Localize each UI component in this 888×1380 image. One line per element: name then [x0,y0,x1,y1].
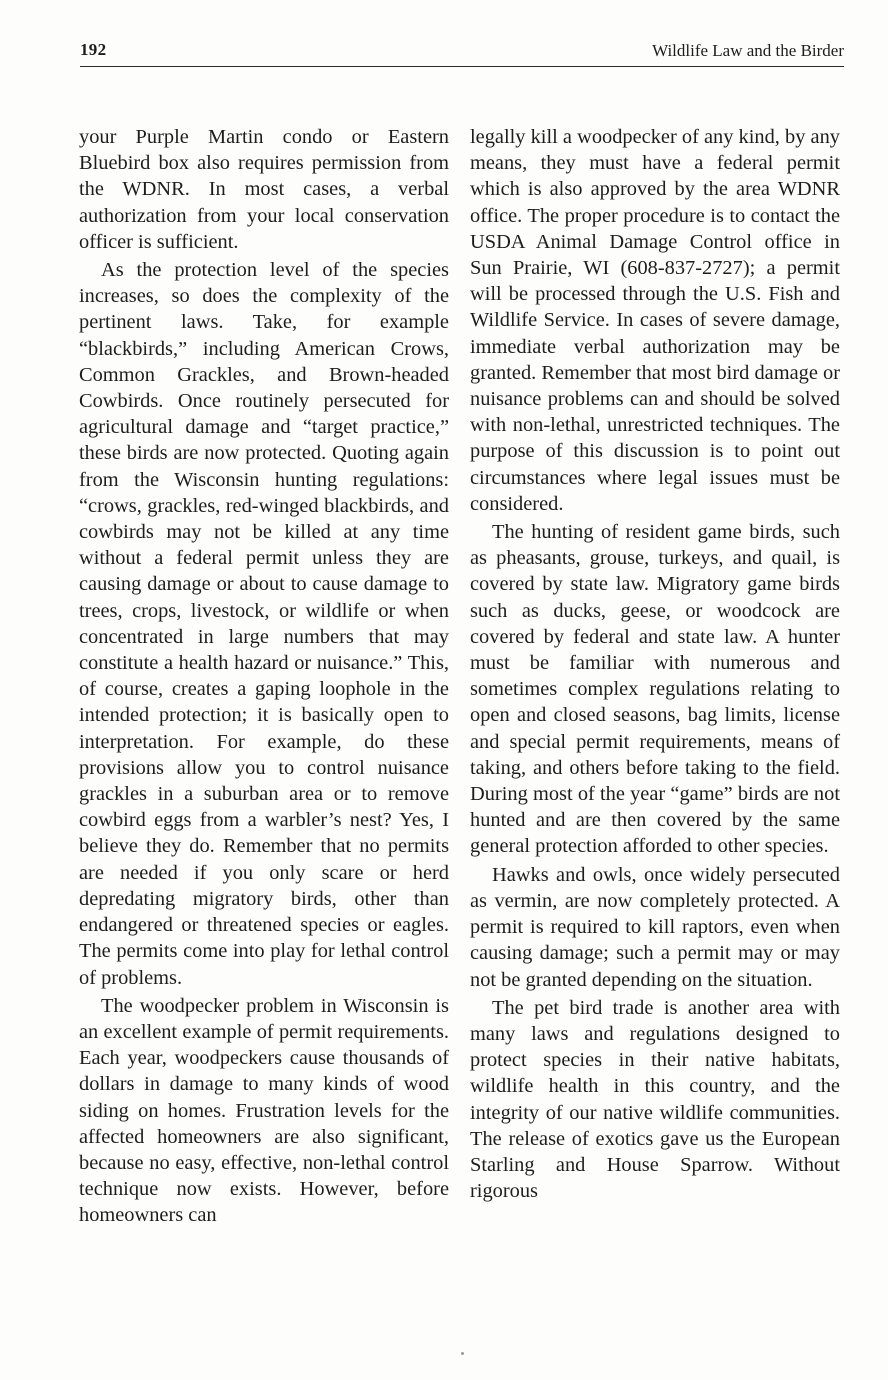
paragraph-continued: your Purple Martin condo or Eastern Bluebird box also requires permission from the WDNR. In most cases, a verbal authorization from your local conservation officer is sufficient. [79,126,449,253]
paragraph-game-birds: The hunting of resident game birds, such as pheasants, grouse, turkeys, and quail, is covered by state law. Migratory game birds such as ducks, geese, or woodcock are covered by federal and state law. A hunter must be familiar with numerous and sometimes complex regulations relating to open and closed seasons, bag limits, license and special permit requirements, means of taking, and others before taking to the field. During most of the year “game” birds are not hunted and are then covered by the same general protection afforded to other species. [470,521,840,858]
paragraph-woodpecker-permit: legally kill a woodpecker of any kind, by any means, they must have a federal permit which is also approved by the area WDNR office. The proper procedure is to contact the USDA Animal Damage Control office in Sun Prairie, WI (608-837-2727); a permit will be processed through the U.S. Fish and Wildlife Service. In cases of severe damage, immediate verbal authorization may be granted. Remember that most bird damage or nuisance problems can and should be solved with non-lethal, unrestricted techniques. The purpose of this discussion is to point out circumstances where legal issues must be considered. [470,126,840,515]
left-column [79,124,449,1229]
paragraph-pet-bird-trade: The pet bird trade is another area with many laws and regulations designed to protect species in their native habitats, wildlife health in this country, and the integrity of our native wildlife communities. The release of exotics gave us the European Starling and House Sparrow. Without rigorous [470,996,840,1203]
page-header [80,40,844,67]
running-title: Wildlife Law and the Birder [652,41,844,60]
right-column [470,124,840,1204]
paragraph-hawks-owls: Hawks and owls, once widely persecuted as vermin, are now completely protected. A permit is required to kill raptors, even when causing damage; such a permit may or may not be granted depending on the situation. [470,863,840,991]
paragraph-blackbirds: As the protection level of the species increases, so does the complexity of the pertinent laws. Take, for example “blackbirds,” including American Crows, Common Grackles, and Brown-headed Cowbirds. Once routinely persecuted for agricultural damage and “target practice,” these birds are now protected. Quoting again from the Wisconsin hunting regulations: “crows, grackles, red-winged blackbirds, and cowbirds may not be killed at any time without a federal permit unless they are causing damage or about to cause damage to trees, crops, livestock, or wildlife or when concentrated in large numbers that may constitute a health hazard or nuisance.” This, of course, creates a gaping loophole in the intended protection; it is basically open to interpretation. For example, do these provisions allow you to control nuisance grackles in a suburban area or to remove cowbird eggs from a warbler’s nest? Yes, I believe they do. Remember that no permits are needed if you only scare or herd depredating migratory birds, other than endangered or threatened species or eagles. The permits come into play for lethal control of problems. [79,259,449,989]
page-number: 192 [80,40,107,59]
paragraph-woodpecker-problem: The woodpecker problem in Wisconsin is an excellent example of permit requirements. Each year, woodpeckers cause thousands of dollars in damage to many kinds of wood siding on homes. Frustration levels for the affected homeowners are also significant, because no easy, effective, non-lethal control technique now exists. However, before homeowners can [79,994,449,1227]
scan-speck [461,1352,464,1355]
